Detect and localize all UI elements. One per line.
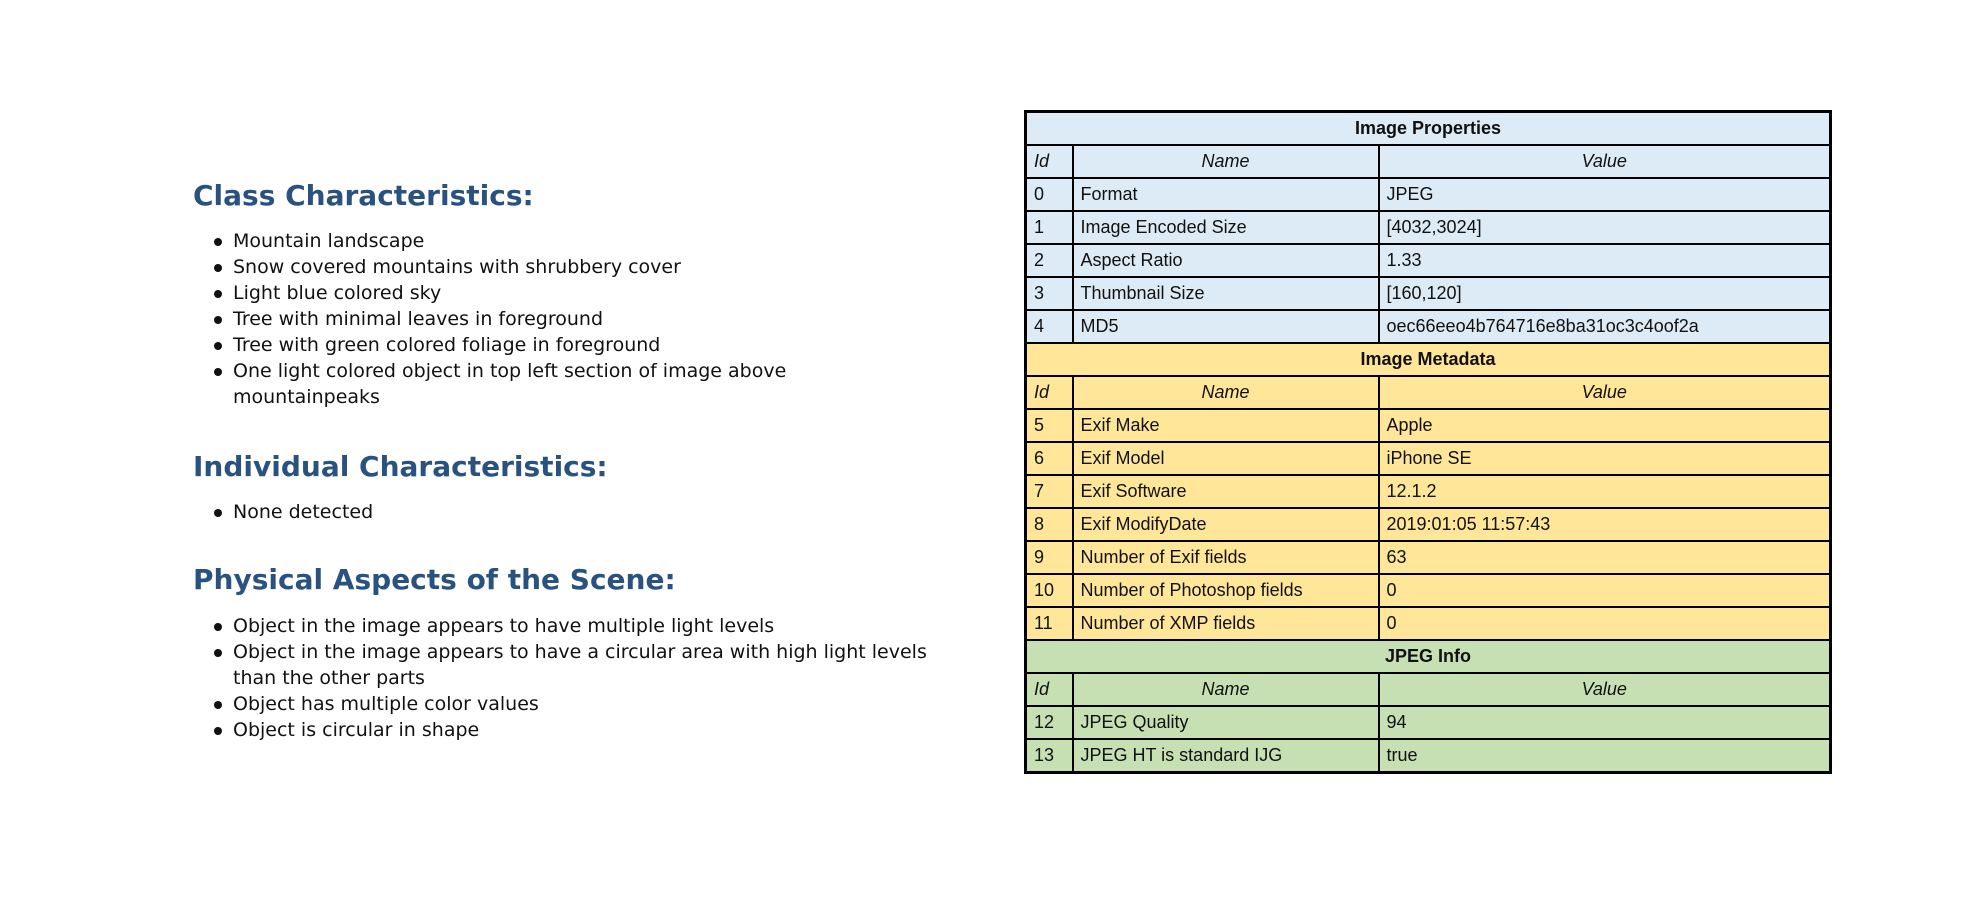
list-item: Snow covered mountains with shrubbery cover	[212, 254, 932, 280]
column-header-id: Id	[1026, 673, 1073, 706]
table-row	[1026, 409, 1831, 442]
row-value: 0	[1379, 574, 1831, 607]
table-row	[1026, 277, 1831, 310]
row-value: 1.33	[1379, 244, 1831, 277]
row-value: 12.1.2	[1379, 475, 1831, 508]
class-characteristics-heading: Class Characteristics:	[193, 179, 534, 212]
column-header-row	[1026, 376, 1831, 409]
row-name: Format	[1073, 178, 1379, 211]
row-name: Exif Software	[1073, 475, 1379, 508]
row-name: Exif Model	[1073, 442, 1379, 475]
row-name: JPEG HT is standard IJG	[1073, 739, 1379, 773]
class-characteristics-list	[212, 228, 932, 410]
group-header-row	[1026, 640, 1831, 673]
table-row	[1026, 310, 1831, 343]
table-row	[1026, 574, 1831, 607]
list-item: Object is circular in shape	[212, 717, 932, 743]
physical-aspects-heading: Physical Aspects of the Scene:	[193, 563, 676, 596]
image-properties-title: Image Properties	[1026, 112, 1831, 146]
row-id: 3	[1026, 277, 1073, 310]
group-header-row	[1026, 343, 1831, 376]
table-row	[1026, 211, 1831, 244]
row-name: Image Encoded Size	[1073, 211, 1379, 244]
column-header-value: Value	[1379, 376, 1831, 409]
image-metadata-table	[1024, 110, 1832, 774]
list-item: Object has multiple color values	[212, 691, 932, 717]
row-id: 12	[1026, 706, 1073, 739]
row-value: JPEG	[1379, 178, 1831, 211]
list-item: Object in the image appears to have a circular area with high light levels than the other parts	[212, 639, 932, 691]
row-name: Number of Photoshop fields	[1073, 574, 1379, 607]
row-value: iPhone SE	[1379, 442, 1831, 475]
table-row	[1026, 739, 1831, 773]
list-item: Tree with green colored foliage in foreground	[212, 332, 932, 358]
group-header-row	[1026, 112, 1831, 146]
row-value: oec66eeo4b764716e8ba31oc3c4oof2a	[1379, 310, 1831, 343]
list-item: One light colored object in top left section of image above mountainpeaks	[212, 358, 932, 410]
list-item: Light blue colored sky	[212, 280, 932, 306]
row-id: 7	[1026, 475, 1073, 508]
column-header-value: Value	[1379, 145, 1831, 178]
column-header-name: Name	[1073, 376, 1379, 409]
row-value: 0	[1379, 607, 1831, 640]
row-name: MD5	[1073, 310, 1379, 343]
row-id: 0	[1026, 178, 1073, 211]
row-name: Number of Exif fields	[1073, 541, 1379, 574]
row-id: 13	[1026, 739, 1073, 773]
row-value: 94	[1379, 706, 1831, 739]
physical-aspects-list	[212, 613, 932, 743]
row-id: 2	[1026, 244, 1073, 277]
row-name: Exif Make	[1073, 409, 1379, 442]
table-row	[1026, 541, 1831, 574]
column-header-name: Name	[1073, 145, 1379, 178]
individual-characteristics-heading: Individual Characteristics:	[193, 450, 608, 483]
table-row	[1026, 706, 1831, 739]
row-id: 4	[1026, 310, 1073, 343]
table-row	[1026, 475, 1831, 508]
row-value: 2019:01:05 11:57:43	[1379, 508, 1831, 541]
table-row	[1026, 244, 1831, 277]
row-name: Number of XMP fields	[1073, 607, 1379, 640]
row-value: [4032,3024]	[1379, 211, 1831, 244]
row-id: 5	[1026, 409, 1073, 442]
row-id: 11	[1026, 607, 1073, 640]
list-item: Tree with minimal leaves in foreground	[212, 306, 932, 332]
column-header-id: Id	[1026, 376, 1073, 409]
individual-characteristics-list	[212, 499, 932, 525]
column-header-id: Id	[1026, 145, 1073, 178]
table-row	[1026, 178, 1831, 211]
row-id: 6	[1026, 442, 1073, 475]
row-id: 1	[1026, 211, 1073, 244]
row-id: 9	[1026, 541, 1073, 574]
column-header-name: Name	[1073, 673, 1379, 706]
row-value: 63	[1379, 541, 1831, 574]
column-header-row	[1026, 145, 1831, 178]
list-item: None detected	[212, 499, 932, 525]
row-value: Apple	[1379, 409, 1831, 442]
table-row	[1026, 442, 1831, 475]
row-name: Aspect Ratio	[1073, 244, 1379, 277]
list-item: Object in the image appears to have multiple light levels	[212, 613, 932, 639]
table-row	[1026, 508, 1831, 541]
row-name: Exif ModifyDate	[1073, 508, 1379, 541]
row-id: 10	[1026, 574, 1073, 607]
row-name: Thumbnail Size	[1073, 277, 1379, 310]
row-value: [160,120]	[1379, 277, 1831, 310]
column-header-row	[1026, 673, 1831, 706]
column-header-value: Value	[1379, 673, 1831, 706]
jpeg-info-title: JPEG Info	[1026, 640, 1831, 673]
row-name: JPEG Quality	[1073, 706, 1379, 739]
row-value: true	[1379, 739, 1831, 773]
image-metadata-title: Image Metadata	[1026, 343, 1831, 376]
row-id: 8	[1026, 508, 1073, 541]
list-item: Mountain landscape	[212, 228, 932, 254]
table-row	[1026, 607, 1831, 640]
